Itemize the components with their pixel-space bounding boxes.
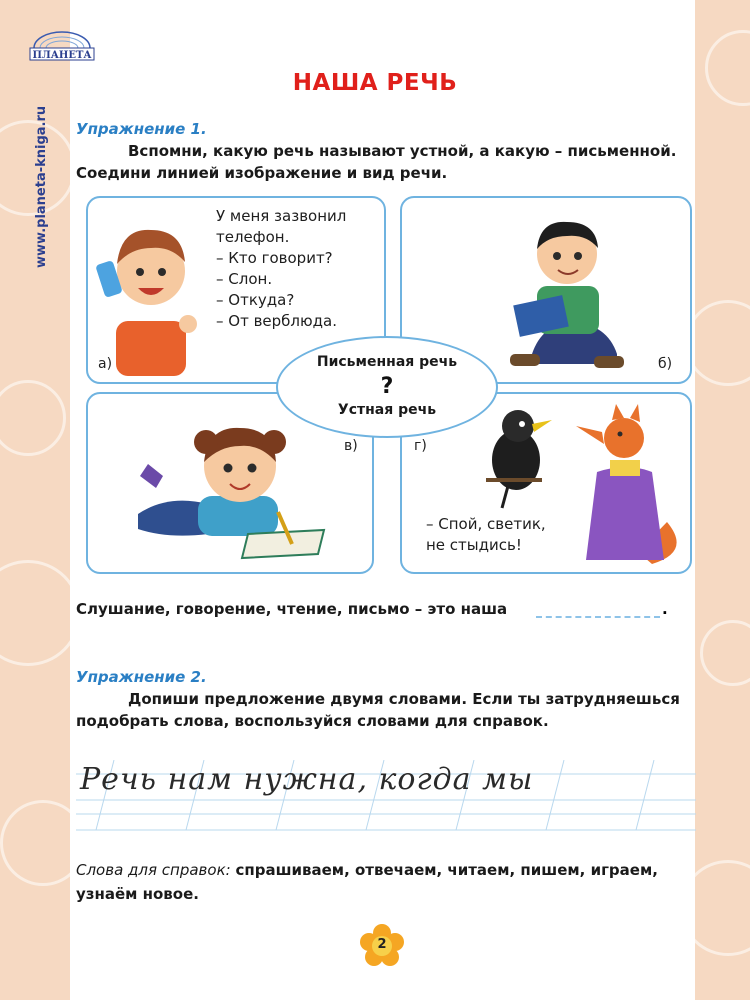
handwritten-prompt: Речь нам нужна, когда мы [80,762,534,797]
decorative-swirl [700,620,750,686]
help-words-line1: спрашиваем, отвечаем, читаем, пишем, играем, [235,861,658,879]
answer-blank[interactable] [536,616,660,618]
exercise2-instruction: Допиши предложение двумя словами. Если ты затрудняешься подобрать слова, воспользуйся словами для справок. [76,690,680,730]
publisher-logo [26,28,98,64]
card-a-letter: а) [98,356,113,372]
decorative-swirl [0,800,70,886]
decorative-swirl [695,860,750,956]
page-number: 2 [377,937,387,952]
decorative-swirl [695,300,750,386]
boy-reading-illustration [502,204,632,376]
page-number-badge [360,924,404,968]
boy-phone-illustration [96,206,206,376]
exercise2-label: Упражнение 2. [76,668,207,686]
card-c-letter: в) [344,438,358,454]
right-decorative-strip [695,0,750,1000]
decorative-swirl [0,380,66,456]
oral-speech-label: Устная речь [337,402,437,418]
exercise1-instruction: Вспомни, какую речь называют устной, а какую – письменной. Соедини линией изображение и вид речи. [76,142,677,182]
written-speech-label: Письменная речь [316,354,458,370]
help-words-line2: узнаём новое. [76,885,199,903]
card-d-letter: г) [414,438,427,454]
page-title: НАША РЕЧЬ [292,70,458,96]
exercise1-label: Упражнение 1. [76,120,207,138]
decorative-swirl [0,560,70,666]
fox-illustration [572,402,682,570]
help-label: Слова для справок: [76,861,231,879]
card-a-speech: У меня зазвонил телефон. – Кто говорит? – Слон. – Откуда? – От верблюда. [216,207,347,330]
card-b-letter: б) [658,356,673,372]
help-words [76,858,701,906]
sentence-end: . [662,600,668,618]
fill-in-sentence: Слушание, говорение, чтение, письмо – это наша [76,600,508,618]
logo-text: ПЛАНЕТА [32,50,92,61]
speech-type-oval [276,336,498,438]
card-d-speech: – Спой, светик, не стыдись! [426,515,546,554]
question-mark: ? [380,374,394,399]
girl-writing-illustration [128,404,328,566]
